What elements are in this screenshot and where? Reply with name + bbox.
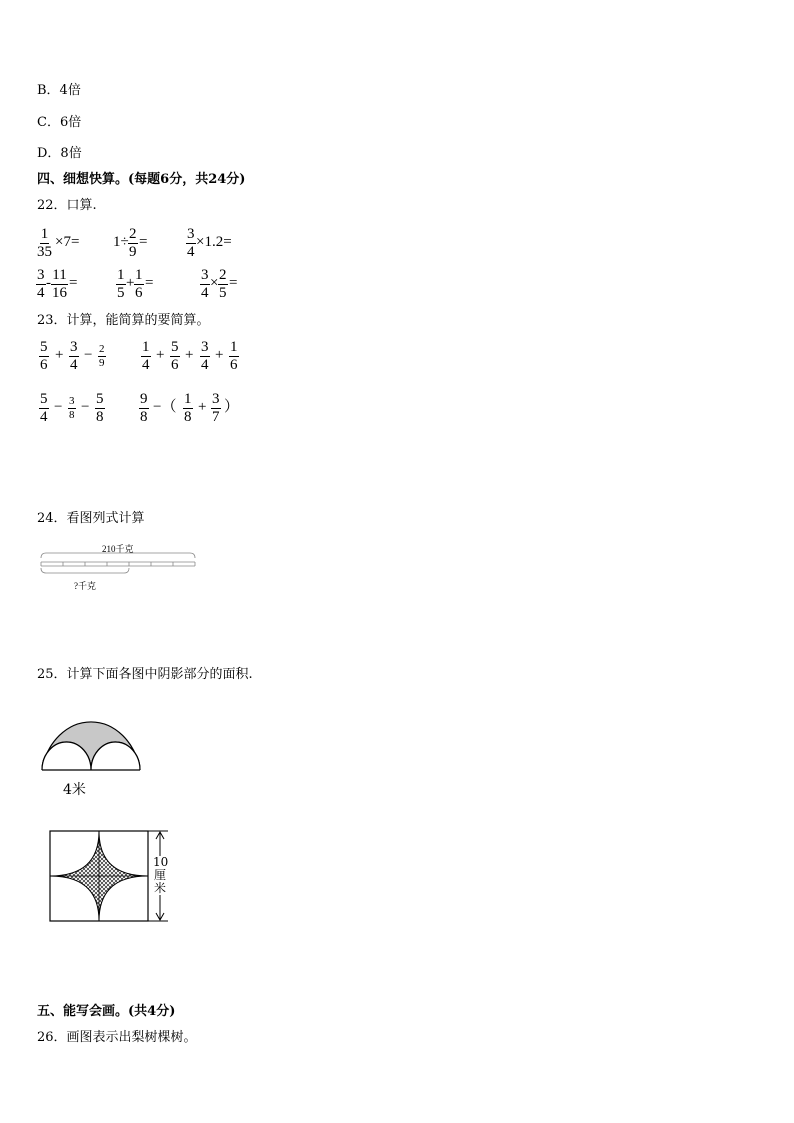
expression-text: 1÷ (113, 234, 129, 250)
fraction: $\frac{9}{8}$ (140, 391, 148, 425)
operator: − (81, 399, 90, 415)
fraction: $\frac{5}{4}$ (40, 391, 48, 425)
question-23-label: 23．计算，能简算的要简算。 (37, 313, 210, 328)
option-c: C．6倍 (37, 115, 82, 130)
operator: + (55, 347, 64, 363)
operator: + (156, 347, 165, 363)
fraction: $\frac{3}{4}$ (187, 226, 195, 260)
expression-text: ×1.2= (196, 234, 232, 250)
bottom-weight-label: ?千克 (74, 581, 96, 591)
expression-text: = (229, 275, 238, 291)
fraction: $\frac{3}{7}$ (212, 391, 220, 425)
fraction: $\frac{1}{5}$ (117, 267, 125, 301)
fraction: $\frac{3}{4}$ (201, 339, 209, 373)
fraction: $\frac{1}{6}$ (135, 267, 143, 301)
fraction: $\frac{1}{6}$ (230, 339, 238, 373)
figure-2-dimension-unit-2: 米 (154, 881, 167, 895)
figure-2-dimension-number: 10 (153, 855, 169, 869)
operator: − (84, 347, 93, 363)
operator: −（ (153, 399, 177, 415)
operator: − (54, 399, 63, 415)
operator: + (215, 347, 224, 363)
fraction: $\frac{5}{8}$ (96, 391, 104, 425)
question-26-label: 26．画图表示出梨树棵树。 (37, 1030, 197, 1045)
expression-text: = (69, 275, 78, 291)
expression-text: ×7= (55, 234, 80, 250)
question-24-label: 24．看图列式计算 (37, 511, 145, 526)
figure-1-dimension-label: 4米 (63, 782, 86, 798)
fraction: $\frac{3}{4}$ (70, 339, 78, 373)
fraction: $\frac{5}{6}$ (171, 339, 179, 373)
section-4-title: 四、细想快算。(每题6分，共24分) (37, 172, 246, 187)
expression-text: = (139, 234, 148, 250)
fraction: $\frac{1}{8}$ (184, 391, 192, 425)
expression-text: + (126, 275, 135, 291)
fraction: $\frac{11}{16}$ (52, 267, 67, 301)
expression-text: = (145, 275, 154, 291)
fraction: $\frac{1}{35}$ (37, 226, 52, 260)
fraction: $\frac{3}{8}$ (69, 395, 75, 421)
fraction: $\frac{3}{4}$ (201, 267, 209, 301)
section-5-title: 五、能写会画。(共4分) (37, 1004, 176, 1019)
fraction: $\frac{2}{9}$ (99, 343, 105, 369)
expression-text: × (210, 275, 219, 291)
fraction: $\frac{1}{4}$ (142, 339, 150, 373)
semicircle-shaded-figure (40, 704, 144, 772)
operator: ） (224, 399, 240, 415)
option-b: B．4倍 (37, 83, 81, 98)
line-segment-diagram (40, 552, 200, 576)
option-d: D．8倍 (37, 146, 82, 161)
fraction: $\frac{2}{9}$ (129, 226, 137, 260)
question-22-label: 22．口算. (37, 198, 97, 213)
fraction: $\frac{3}{4}$ (37, 267, 45, 301)
expression-text: - (46, 275, 51, 291)
operator: + (185, 347, 194, 363)
question-25-label: 25．计算下面各图中阴影部分的面积. (37, 667, 253, 682)
fraction: $\frac{2}{5}$ (219, 267, 227, 301)
figure-2-dimension-unit-1: 厘 (154, 868, 167, 882)
operator: + (198, 399, 207, 415)
top-weight-label: 210千克 (102, 544, 134, 554)
fraction: $\frac{5}{6}$ (40, 339, 48, 373)
